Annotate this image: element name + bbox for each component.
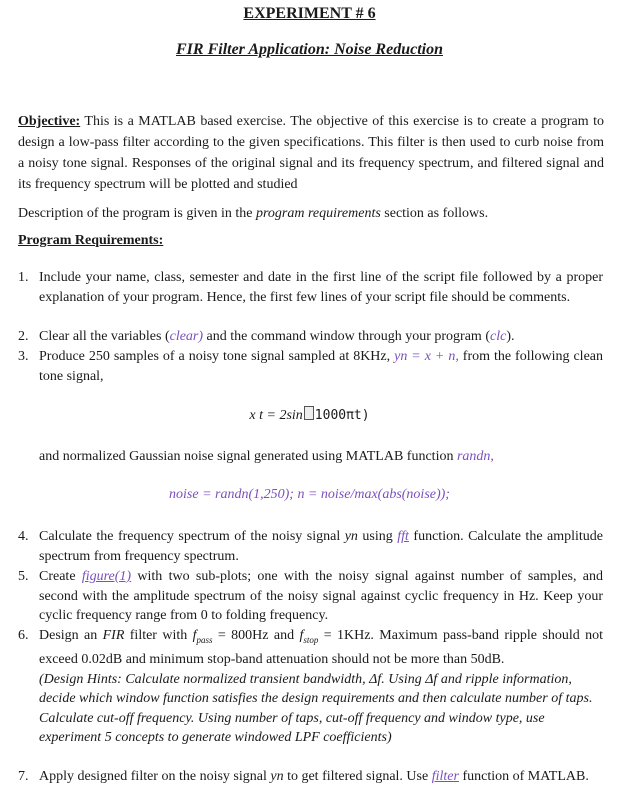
item-number: 3. xyxy=(18,349,29,364)
equation-rhs: 1000πt) xyxy=(314,408,370,423)
equation-lhs: x t = 2sin xyxy=(249,408,303,423)
clean-tone-equation xyxy=(0,406,619,424)
code-filter: filter xyxy=(431,769,459,784)
item-text: Calculate the frequency spectrum of the noisy signal yn using fft function. Calculate the amplitude spectrum from frequency spectrum. xyxy=(39,529,604,564)
design-hints: (Design Hints: Calculate normalized transient bandwidth, Δf. Using Δf and ripple information, decide which window function satisfies the design requirements and then calculate number of taps. Calculate cut-off frequency. Using number of taps, cut-off frequency and window type, use experiment 5 concepts to generate windowed LPF coefficients) xyxy=(39,671,593,746)
item-text: Clear all the variables (clear) and the command window through your program (clc). xyxy=(39,329,515,344)
item-number: 1. xyxy=(18,270,29,285)
item-text: Design an FIR filter with $f_{pass} = 800Hz$ and $f_{stop} = 1KHz$. Maximum pass-band ripple should not exceed 0.02dB and minimum stop-band attenuation should not be more than 50dB. (Design Hints: Calculate normalized transient bandwidth, Δf. Using Δf and ripple information, decide which window function satisfies the design requirements and then calculate number of taps. Calculate cut-off frequency. Using number of taps, cut-off frequency and window type, use experiment 5 concepts to generate windowed LPF coefficients) xyxy=(39,626,603,748)
item-text: Create figure(1) with two sub-plots; one with the noisy signal against number of samples, and second with the amplitude spectrum of the noisy signal against cyclic frequency in Hz. Keep your cyclic frequency range from 0 to folding frequency. xyxy=(39,569,604,623)
code-yn-expression: yn = x + n, xyxy=(394,349,459,364)
code-clear: clear) xyxy=(169,329,204,344)
item-number: 2. xyxy=(18,329,29,344)
item-number: 5. xyxy=(18,569,29,584)
description-text-1: Description of the program is given in the xyxy=(18,206,256,221)
objective-label: Objective: xyxy=(18,114,81,129)
item-number: 7. xyxy=(18,769,29,784)
noise-description: and normalized Gaussian noise signal generated using MATLAB function randn, xyxy=(39,449,494,464)
item-text: Include your name, class, semester and date in the first line of the script file followed by a proper explanation of your program. Hence, the first few lines of your script file should be comments. xyxy=(39,270,603,305)
code-randn: randn, xyxy=(456,449,494,464)
objective-paragraph xyxy=(18,111,604,195)
objective-text: This is a MATLAB based exercise. The objective of this exercise is to create a program to design a low-pass filter according to the given specifications. This filter is then used to curb noise from a noisy tone signal. Responses of the original signal and its frequency spectrum, and filtered signal and its frequency spectrum will be plotted and studied xyxy=(18,114,604,192)
noise-code-line: noise = randn(1,250); n = noise/max(abs(noise)); xyxy=(169,487,450,502)
item-text: Produce 250 samples of a noisy tone signal sampled at 8KHz, yn = x + n, from the following clean tone signal, xyxy=(39,349,603,384)
experiment-title: EXPERIMENT # 6 xyxy=(243,5,376,22)
code-figure: figure(1) xyxy=(81,569,132,584)
description-emphasis: program requirements xyxy=(255,206,381,221)
item-number: 6. xyxy=(18,628,29,643)
item-text: Apply designed filter on the noisy signal yn to get filtered signal. Use filter function of MATLAB. xyxy=(39,769,589,784)
missing-glyph-icon xyxy=(304,406,314,420)
item-number: 4. xyxy=(18,529,29,544)
description-paragraph xyxy=(18,203,604,224)
experiment-subtitle: FIR Filter Application: Noise Reduction xyxy=(176,41,443,58)
requirements-heading: Program Requirements: xyxy=(18,233,164,248)
code-clc: clc xyxy=(490,329,507,344)
code-fft: fft xyxy=(397,529,409,544)
description-text-2: section as follows. xyxy=(380,206,489,221)
